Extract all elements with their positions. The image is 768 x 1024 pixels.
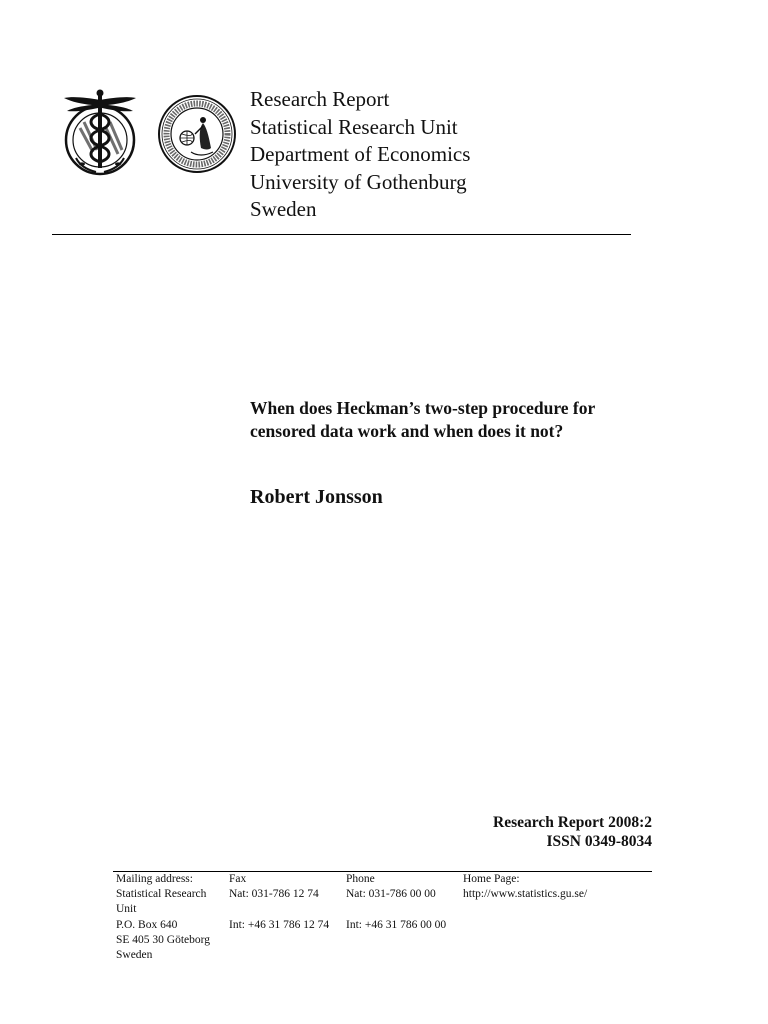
footer-fax-column (229, 872, 329, 933)
phone-header: Phone (346, 873, 375, 885)
phone-int: Int: +46 31 786 00 00 (346, 918, 447, 931)
fax-nat: Nat: 031-786 12 74 (229, 888, 319, 901)
header-line-4: University of Gothenburg (250, 169, 467, 194)
mailing-line: Statistical Research (116, 888, 207, 901)
fax-int: Int: +46 31 786 12 74 (229, 918, 330, 931)
report-issn: ISSN 0349-8034 (546, 833, 652, 850)
header-line-2: Statistical Research Unit (250, 114, 458, 139)
mailing-line: Sweden (116, 949, 153, 962)
caduceus-logo-icon (58, 88, 142, 176)
paper-title: When does Heckman’s two-step procedure for censored data work and when does it not? (250, 398, 595, 441)
header-line-3: Department of Economics (250, 142, 471, 166)
report-number: Research Report 2008:2 (493, 814, 652, 831)
header-line-1: Research Report (250, 87, 390, 111)
mailing-header: Mailing address: (116, 873, 193, 885)
mailing-line: P.O. Box 640 (116, 918, 178, 931)
paper-author: Robert Jonsson (250, 486, 383, 508)
mailing-line: Unit (116, 903, 137, 916)
mailing-line: SE 405 30 Göteborg (116, 933, 211, 946)
web-url-link[interactable]: http://www.statistics.gu.se/ (463, 888, 588, 901)
web-header: Home Page: (463, 873, 520, 885)
university-seal-icon (157, 94, 237, 174)
phone-nat: Nat: 031-786 00 00 (346, 888, 436, 901)
header-divider (52, 234, 631, 235)
fax-header: Fax (229, 873, 247, 885)
report-info (493, 813, 652, 851)
footer-phone-column (346, 872, 446, 933)
header-line-5: Sweden (250, 197, 317, 221)
report-header (250, 86, 470, 224)
footer-web-column (463, 872, 587, 902)
footer-mailing-column (116, 872, 226, 963)
